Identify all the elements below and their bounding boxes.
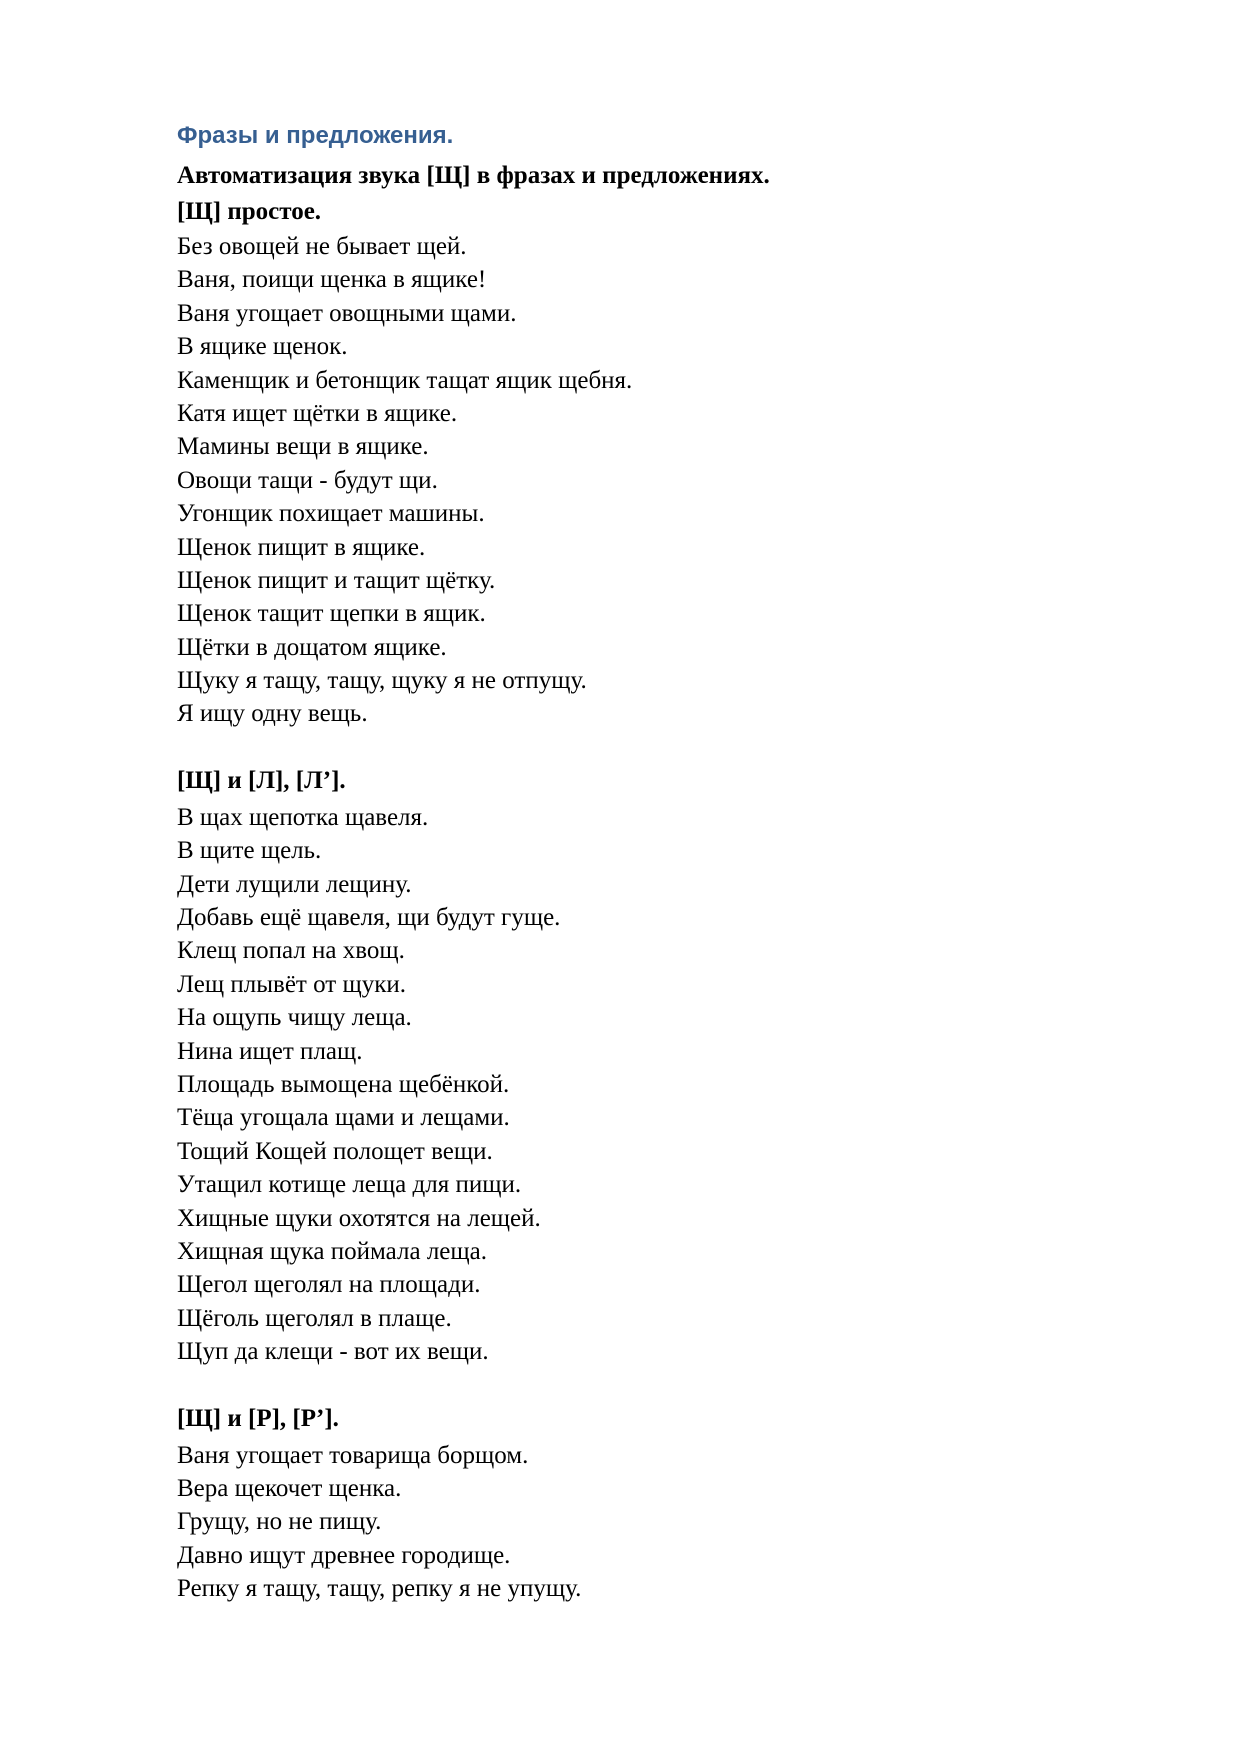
sentence-line: В ящике щенок. xyxy=(177,333,348,361)
sentence-line: Без овощей не бывает щей. xyxy=(177,233,467,260)
document-title: Фразы и предложения. xyxy=(177,122,454,149)
sentence-line: Хищная щука поймала леща. xyxy=(177,1237,487,1265)
sections-container xyxy=(177,194,1140,1605)
sentence-line: Угонщик похищает машины. xyxy=(177,500,485,528)
section xyxy=(177,194,1140,731)
sentence-line: Щегол щеголял на площади. xyxy=(177,1271,481,1299)
sentence-line: В щах щепотка щавеля. xyxy=(177,803,429,831)
sentence-line: На ощупь чищу леща. xyxy=(177,1004,412,1032)
sentence-line: Клещ попал на хвощ. xyxy=(177,937,405,965)
sentence-line: Лещ плывёт от щуки. xyxy=(177,970,406,998)
sentence-line: Каменщик и бетонщик тащат ящик щебня. xyxy=(177,366,633,394)
document-subtitle: Автоматизация звука [Щ] в фразах и предложениях. xyxy=(177,162,770,189)
sentence-line: Ваня угощает товарища борщом. xyxy=(177,1441,529,1469)
sentence-line: Тощий Кощей полощет вещи. xyxy=(177,1137,493,1165)
sentence-line: Катя ищет щётки в ящике. xyxy=(177,399,458,427)
sentence-line: Хищные щуки охотятся на лещей. xyxy=(177,1204,541,1232)
sentence-line: Давно ищут древнее городище. xyxy=(177,1541,511,1569)
sentence-line: Мамины вещи в ящике. xyxy=(177,433,429,461)
section-heading: [Щ] простое. xyxy=(177,198,322,225)
section-heading: [Щ] и [Р], [Р’]. xyxy=(177,1404,339,1432)
sentence-line: Площадь вымощена щебёнкой. xyxy=(177,1070,510,1098)
section xyxy=(177,761,1140,1369)
sentence-line: Репку я тащу, тащу, репку я не упущу. xyxy=(177,1575,582,1603)
sentence-line: В щите щель. xyxy=(177,837,322,865)
sentence-line: Щёголь щеголял в плаще. xyxy=(177,1304,452,1332)
sentence-line: Добавь ещё щавеля, щи будут гуще. xyxy=(177,904,561,932)
sentence-line: Грущу, но не пищу. xyxy=(177,1508,382,1536)
sentence-line: Щуп да клещи - вот их вещи. xyxy=(177,1338,489,1366)
sentence-line: Ваня угощает овощными щами. xyxy=(177,299,517,327)
sentence-line: Щётки в дощатом ящике. xyxy=(177,633,447,661)
sentence-line: Щенок пищит в ящике. xyxy=(177,533,426,561)
sentence-line: Утащил котище леща для пищи. xyxy=(177,1171,522,1199)
section-heading: [Щ] и [Л], [Л’]. xyxy=(177,766,346,794)
section-spacer xyxy=(177,731,1140,761)
sentence-line: Щенок тащит щепки в ящик. xyxy=(177,600,486,628)
sentence-line: Вера щекочет щенка. xyxy=(177,1474,402,1502)
sentence-line: Тёща угощала щами и лещами. xyxy=(177,1104,510,1132)
sentence-line: Я ищу одну вещь. xyxy=(177,700,368,728)
sentence-line: Ваня, поищи щенка в ящике! xyxy=(177,266,487,294)
section xyxy=(177,1399,1140,1606)
section-spacer xyxy=(177,1369,1140,1399)
sentence-line: Овощи тащи - будут щи. xyxy=(177,466,438,494)
sentence-line: Щуку я тащу, тащу, щуку я не отпущу. xyxy=(177,667,587,695)
sentence-line: Щенок пищит и тащит щётку. xyxy=(177,566,496,594)
sentence-line: Нина ищет плащ. xyxy=(177,1037,363,1065)
sentence-line: Дети лущили лещину. xyxy=(177,870,412,898)
